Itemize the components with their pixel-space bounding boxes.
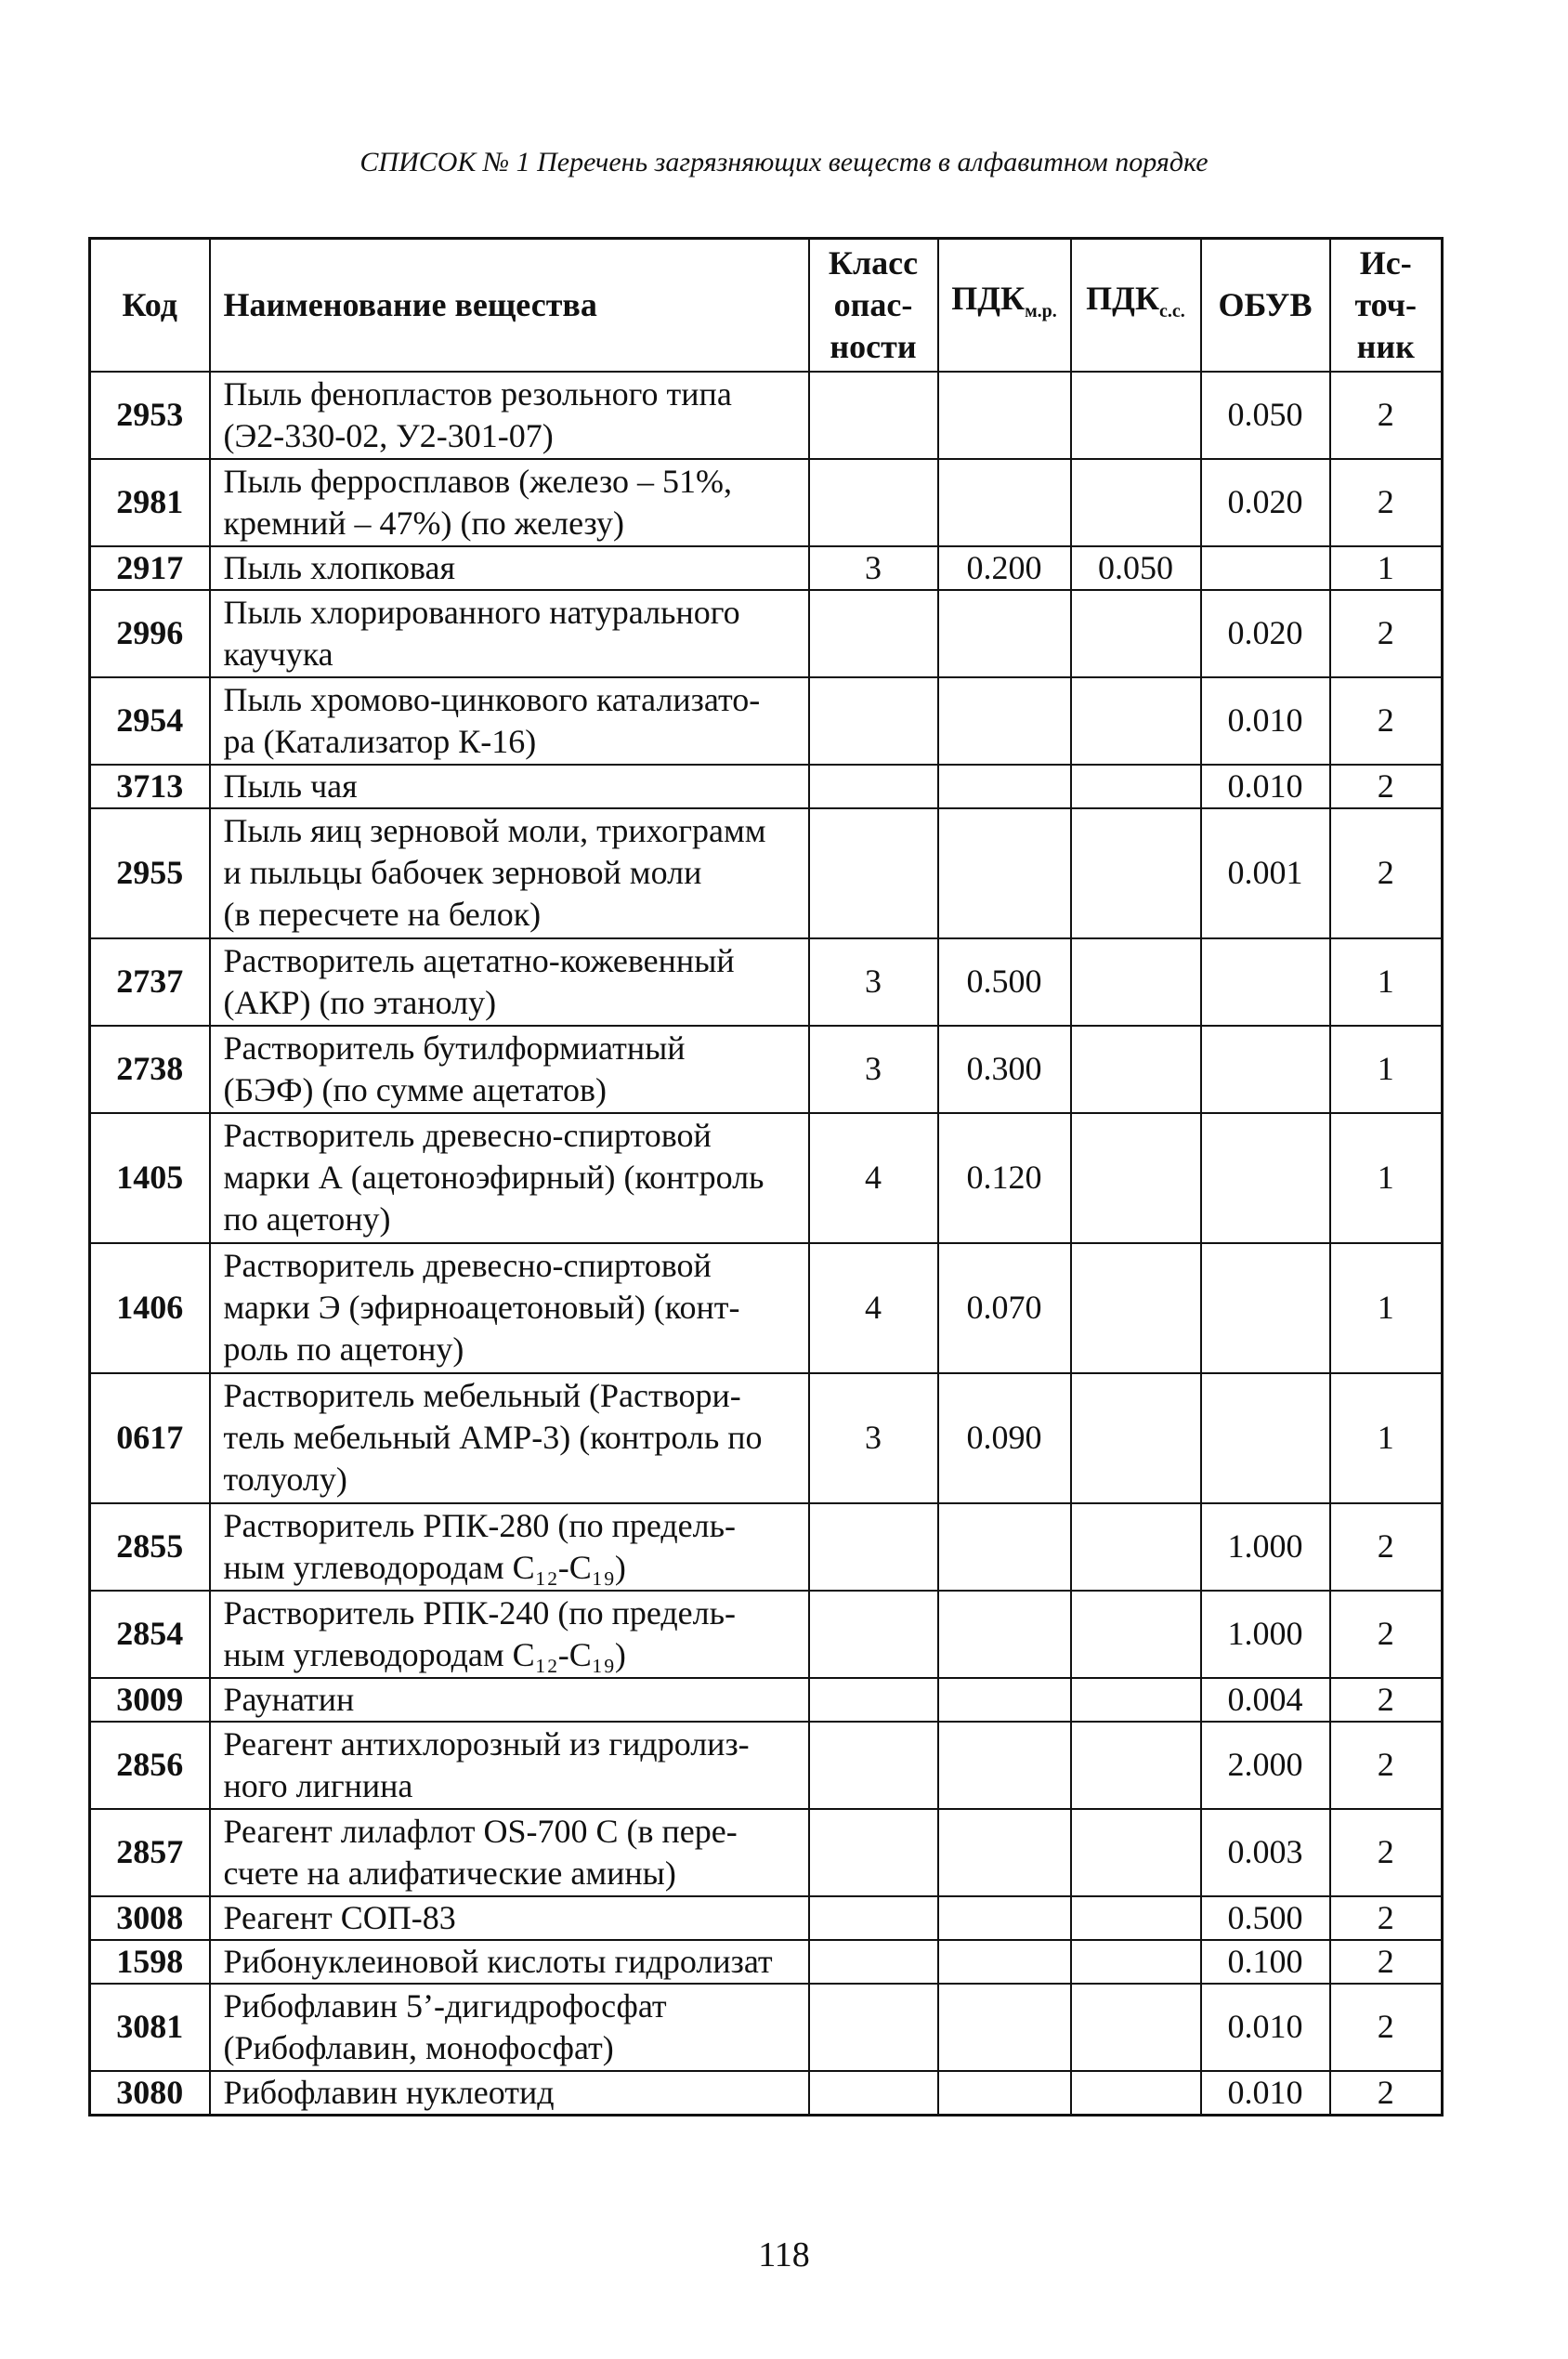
cell-obuv: 0.010 — [1201, 1984, 1330, 2071]
cell-source: 1 — [1330, 938, 1443, 1026]
cell-obuv: 0.020 — [1201, 590, 1330, 677]
cell-name — [210, 765, 809, 808]
col-header-hazard-line: ности — [830, 327, 917, 365]
table-row — [90, 1809, 1443, 1896]
page-header: СПИСОК № 1 Перечень загрязняющих веществ в алфавитном порядке — [359, 147, 1209, 177]
cell-hazard — [809, 1678, 938, 1722]
cell-source: 2 — [1330, 808, 1443, 938]
cell-pdk-mr — [938, 808, 1071, 938]
cell-code: 2738 — [90, 1026, 210, 1113]
cell-pdk-ss — [1071, 1113, 1201, 1243]
cell-hazard: 4 — [809, 1113, 938, 1243]
cell-pdk-mr — [938, 372, 1071, 459]
cell-name-line: ра (Катализатор К-16) — [223, 722, 537, 760]
cell-name-line: и пыльцы бабочек зерновой моли — [223, 854, 702, 891]
cell-pdk-mr: 0.200 — [938, 546, 1071, 590]
table-row — [90, 459, 1443, 546]
cell-obuv — [1201, 1243, 1330, 1373]
cell-name-line: Пыль чая — [223, 767, 358, 805]
table-row — [90, 1113, 1443, 1243]
cell-name-line: Пыль фенопластов резольного типа — [223, 374, 732, 413]
table-row — [90, 1373, 1443, 1503]
cell-name-line: марки Э (эфирноацетоновый) (конт- — [223, 1289, 740, 1326]
cell-hazard — [809, 765, 938, 808]
table-row — [90, 1503, 1443, 1591]
cell-pdk-ss — [1071, 2071, 1201, 2116]
cell-pdk-ss — [1071, 1243, 1201, 1373]
cell-name-line: (в пересчете на белок) — [223, 896, 542, 933]
cell-name-line: Растворитель бутилформиатный — [223, 1029, 686, 1067]
cell-code: 2955 — [90, 808, 210, 938]
cell-code: 2917 — [90, 546, 210, 590]
cell-hazard — [809, 590, 938, 677]
cell-name — [210, 1243, 809, 1373]
col-header-pdk-mr-main: ПДК — [951, 279, 1026, 317]
cell-name-line: (Рибофлавин, монофосфат) — [223, 2028, 614, 2066]
col-header-source-line: точ- — [1354, 285, 1418, 323]
cell-name — [210, 459, 809, 546]
cell-code: 3080 — [90, 2071, 210, 2116]
cell-code: 2953 — [90, 372, 210, 459]
cell-hazard: 3 — [809, 1373, 938, 1503]
col-header-obuv: ОБУВ — [1201, 239, 1330, 372]
cell-name — [210, 1722, 809, 1809]
cell-pdk-mr — [938, 459, 1071, 546]
table-row — [90, 1243, 1443, 1373]
col-header-name: Наименование вещества — [210, 239, 809, 372]
cell-name-line: ного лигнина — [223, 1766, 413, 1804]
cell-source: 2 — [1330, 1503, 1443, 1591]
cell-pdk-ss — [1071, 938, 1201, 1026]
cell-pdk-mr — [938, 2071, 1071, 2116]
cell-name — [210, 590, 809, 677]
cell-pdk-ss — [1071, 1896, 1201, 1940]
cell-name-line: ным углеводородам C₁₂-C₁₉) — [223, 1635, 626, 1673]
cell-name — [210, 1026, 809, 1113]
cell-name — [210, 2071, 809, 2116]
table-row — [90, 938, 1443, 1026]
cell-pdk-ss — [1071, 1678, 1201, 1722]
col-header-pdk-ss-sub: с.с. — [1159, 300, 1185, 321]
table-row — [90, 546, 1443, 590]
table-row — [90, 765, 1443, 808]
cell-hazard — [809, 1503, 938, 1591]
cell-obuv: 0.100 — [1201, 1940, 1330, 1984]
cell-obuv: 0.020 — [1201, 459, 1330, 546]
cell-code: 2855 — [90, 1503, 210, 1591]
col-header-pdk-ss — [1071, 239, 1201, 372]
cell-pdk-ss — [1071, 1026, 1201, 1113]
cell-hazard — [809, 1940, 938, 1984]
cell-name — [210, 677, 809, 765]
cell-pdk-ss — [1071, 1503, 1201, 1591]
table-row — [90, 1678, 1443, 1722]
cell-obuv — [1201, 1373, 1330, 1503]
cell-name — [210, 1373, 809, 1503]
cell-name — [210, 1678, 809, 1722]
table-row — [90, 590, 1443, 677]
cell-hazard — [809, 459, 938, 546]
cell-name-line: каучука — [223, 635, 333, 673]
table-row — [90, 1591, 1443, 1678]
cell-name — [210, 546, 809, 590]
cell-hazard — [809, 677, 938, 765]
cell-pdk-ss — [1071, 1984, 1201, 2071]
cell-pdk-ss — [1071, 1373, 1201, 1503]
table-row — [90, 1722, 1443, 1809]
cell-pdk-mr — [938, 765, 1071, 808]
cell-name-line: Растворитель древесно-спиртовой — [223, 1247, 712, 1284]
cell-source: 2 — [1330, 1591, 1443, 1678]
cell-code: 0617 — [90, 1373, 210, 1503]
cell-obuv: 0.003 — [1201, 1809, 1330, 1896]
substances-table — [88, 237, 1444, 2117]
cell-source: 2 — [1330, 459, 1443, 546]
cell-name-line: тель мебельный АМР-3) (контроль по — [223, 1419, 763, 1456]
cell-name-line: Рибофлавин 5’-дигидрофосфат — [223, 1986, 667, 2025]
cell-name-line: Пыль хлопковая — [223, 548, 456, 586]
col-header-source-line: Ис- — [1359, 243, 1412, 282]
cell-pdk-ss — [1071, 808, 1201, 938]
cell-pdk-ss — [1071, 1940, 1201, 1984]
cell-pdk-ss: 0.050 — [1071, 546, 1201, 590]
cell-obuv: 0.010 — [1201, 2071, 1330, 2116]
cell-source: 2 — [1330, 590, 1443, 677]
table-row — [90, 1984, 1443, 2071]
col-header-pdk-mr — [938, 239, 1071, 372]
cell-name-line: (АКР) (по этанолу) — [223, 983, 497, 1021]
cell-obuv: 1.000 — [1201, 1503, 1330, 1591]
cell-name — [210, 1940, 809, 1984]
col-header-code: Код — [90, 239, 210, 372]
cell-hazard — [809, 808, 938, 938]
cell-code: 2854 — [90, 1591, 210, 1678]
cell-hazard — [809, 1809, 938, 1896]
cell-name — [210, 938, 809, 1026]
cell-source: 2 — [1330, 1940, 1443, 1984]
cell-obuv: 0.001 — [1201, 808, 1330, 938]
cell-name-line: Растворитель РПК-240 (по предель- — [223, 1593, 737, 1632]
cell-pdk-mr — [938, 1678, 1071, 1722]
cell-name-line: ным углеводородам C₁₂-C₁₉) — [223, 1548, 626, 1586]
cell-code: 3009 — [90, 1678, 210, 1722]
cell-pdk-mr — [938, 1722, 1071, 1809]
cell-pdk-ss — [1071, 372, 1201, 459]
cell-code: 3008 — [90, 1896, 210, 1940]
cell-pdk-ss — [1071, 1591, 1201, 1678]
cell-obuv: 0.500 — [1201, 1896, 1330, 1940]
cell-pdk-mr: 0.120 — [938, 1113, 1071, 1243]
cell-pdk-mr — [938, 1940, 1071, 1984]
cell-pdk-mr — [938, 590, 1071, 677]
col-header-pdk-ss-main: ПДК — [1086, 279, 1160, 317]
cell-source: 2 — [1330, 1984, 1443, 2071]
cell-source: 2 — [1330, 1896, 1443, 1940]
cell-obuv: 1.000 — [1201, 1591, 1330, 1678]
cell-pdk-mr — [938, 1503, 1071, 1591]
cell-name-line: Растворитель ацетатно-кожевенный — [223, 941, 735, 979]
cell-name-line: Пыль хлорированного натурального — [223, 593, 740, 631]
cell-name-line: Пыль яиц зерновой моли, трихограмм — [223, 812, 766, 849]
cell-name-line: Рибофлавин нуклеотид — [223, 2073, 555, 2111]
cell-obuv: 0.004 — [1201, 1678, 1330, 1722]
cell-pdk-mr: 0.500 — [938, 938, 1071, 1026]
table-row — [90, 808, 1443, 938]
table-row — [90, 1026, 1443, 1113]
table-row — [90, 372, 1443, 459]
col-header-source — [1330, 239, 1443, 372]
cell-name-line: Пыль хромово-цинкового катализато- — [223, 680, 761, 718]
cell-code: 3081 — [90, 1984, 210, 2071]
col-header-pdk-mr-sub: м.р. — [1025, 300, 1057, 321]
cell-name-line: роль по ацетону) — [223, 1330, 464, 1368]
cell-pdk-mr: 0.070 — [938, 1243, 1071, 1373]
cell-name-line: Рибонуклеиновой кислоты гидролизат — [223, 1942, 773, 1980]
cell-name — [210, 1984, 809, 2071]
cell-pdk-mr — [938, 1984, 1071, 2071]
cell-source: 2 — [1330, 1678, 1443, 1722]
cell-hazard — [809, 1896, 938, 1940]
col-header-hazard — [809, 239, 938, 372]
cell-name-line: Реагент антихлорозный из гидролиз- — [223, 1724, 750, 1763]
col-header-source-line: ник — [1356, 327, 1415, 365]
col-header-hazard-line: опас- — [833, 285, 913, 323]
cell-obuv — [1201, 546, 1330, 590]
table-row — [90, 1940, 1443, 1984]
cell-obuv: 0.010 — [1201, 677, 1330, 765]
cell-source: 1 — [1330, 1243, 1443, 1373]
cell-name — [210, 808, 809, 938]
cell-name-line: кремний – 47%) (по железу) — [223, 504, 624, 542]
cell-pdk-ss — [1071, 1809, 1201, 1896]
table-body — [90, 372, 1443, 2116]
cell-source: 1 — [1330, 546, 1443, 590]
cell-name-line: Реагент СОП-83 — [223, 1898, 456, 1936]
cell-name — [210, 372, 809, 459]
cell-obuv: 0.010 — [1201, 765, 1330, 808]
cell-pdk-mr — [938, 1591, 1071, 1678]
cell-name — [210, 1809, 809, 1896]
cell-code: 3713 — [90, 765, 210, 808]
cell-pdk-mr — [938, 1809, 1071, 1896]
cell-code: 2857 — [90, 1809, 210, 1896]
cell-pdk-ss — [1071, 1722, 1201, 1809]
cell-code: 2856 — [90, 1722, 210, 1809]
cell-pdk-ss — [1071, 765, 1201, 808]
cell-name — [210, 1591, 809, 1678]
cell-obuv: 2.000 — [1201, 1722, 1330, 1809]
cell-source: 1 — [1330, 1373, 1443, 1503]
cell-name-line: Растворитель древесно-спиртовой — [223, 1117, 712, 1154]
cell-name-line: Пыль ферросплавов (железо – 51%, — [223, 462, 732, 500]
cell-hazard — [809, 2071, 938, 2116]
page-number: 118 — [758, 2235, 810, 2274]
cell-source: 2 — [1330, 2071, 1443, 2116]
cell-hazard — [809, 1984, 938, 2071]
cell-name-line: Растворитель РПК-280 (по предель- — [223, 1506, 737, 1544]
cell-source: 2 — [1330, 1722, 1443, 1809]
cell-name-line: марки А (ацетоноэфирный) (контроль — [223, 1159, 764, 1196]
cell-source: 1 — [1330, 1026, 1443, 1113]
cell-hazard — [809, 1591, 938, 1678]
cell-name-line: счете на алифатические амины) — [223, 1854, 676, 1892]
cell-code: 2996 — [90, 590, 210, 677]
cell-code: 2737 — [90, 938, 210, 1026]
cell-hazard: 3 — [809, 546, 938, 590]
table-row — [90, 1896, 1443, 1940]
cell-code: 1598 — [90, 1940, 210, 1984]
cell-name-line: Реагент лилафлот OS-700 С (в пере- — [223, 1812, 738, 1850]
cell-pdk-mr — [938, 1896, 1071, 1940]
cell-code: 2954 — [90, 677, 210, 765]
table-row — [90, 677, 1443, 765]
cell-source: 2 — [1330, 372, 1443, 459]
cell-name-line: толуолу) — [223, 1461, 347, 1498]
table-row — [90, 2071, 1443, 2116]
cell-source: 2 — [1330, 765, 1443, 808]
cell-source: 2 — [1330, 677, 1443, 765]
cell-hazard: 4 — [809, 1243, 938, 1373]
cell-source: 2 — [1330, 1809, 1443, 1896]
cell-name-line: по ацетону) — [223, 1200, 391, 1238]
cell-pdk-mr: 0.090 — [938, 1373, 1071, 1503]
cell-pdk-ss — [1071, 677, 1201, 765]
cell-hazard: 3 — [809, 938, 938, 1026]
cell-obuv — [1201, 1026, 1330, 1113]
cell-name-line: Растворитель мебельный (Раствори- — [223, 1377, 741, 1414]
cell-pdk-ss — [1071, 459, 1201, 546]
cell-hazard — [809, 1722, 938, 1809]
cell-obuv: 0.050 — [1201, 372, 1330, 459]
cell-name-line: (БЭФ) (по сумме ацетатов) — [223, 1070, 608, 1108]
cell-hazard — [809, 372, 938, 459]
cell-hazard: 3 — [809, 1026, 938, 1113]
cell-source: 1 — [1330, 1113, 1443, 1243]
cell-name-line: Раунатин — [223, 1680, 355, 1718]
table-header-row — [90, 239, 1443, 372]
cell-pdk-mr: 0.300 — [938, 1026, 1071, 1113]
cell-pdk-ss — [1071, 590, 1201, 677]
cell-pdk-mr — [938, 677, 1071, 765]
cell-code: 1406 — [90, 1243, 210, 1373]
col-header-hazard-line: Класс — [828, 243, 919, 282]
cell-name — [210, 1113, 809, 1243]
cell-name — [210, 1896, 809, 1940]
cell-name — [210, 1503, 809, 1591]
cell-code: 2981 — [90, 459, 210, 546]
cell-obuv — [1201, 1113, 1330, 1243]
cell-name-line: (Э2-330-02, У2-301-07) — [223, 416, 554, 454]
cell-obuv — [1201, 938, 1330, 1026]
cell-code: 1405 — [90, 1113, 210, 1243]
